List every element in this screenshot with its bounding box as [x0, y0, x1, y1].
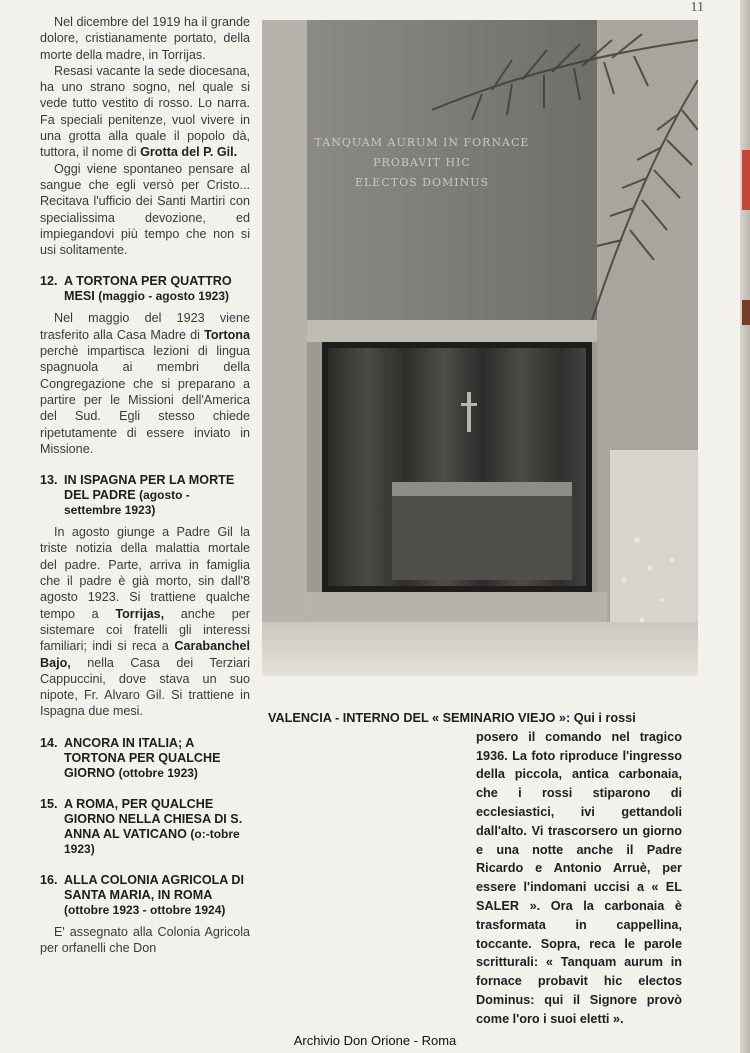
photo-caption	[268, 709, 682, 1029]
paragraph: Resasi vacante la sede diocesana, ha uno strano sogno, nel quale si vede tutto vestito di rosso. Lo narra. Fa speciali penitenze, vuol vivere in una grotta alla quale il popolo dà, tuttora, il nome di Grotta del P. Gil.	[40, 63, 250, 160]
page-number: 11	[690, 0, 704, 15]
seminary-photo	[262, 20, 698, 676]
paragraph: Nel maggio del 1923 viene trasferito alla Casa Madre di Tortona perchè impartisca lezioni di lingua spagnuola ai membri della Congregazione che si preparano a partire per le Missioni dell'America del Sud. Egli stesso chiede ripetutamente di essere inviato in Missione.	[40, 311, 250, 456]
inscription-line: PROBAVIT HIC	[373, 156, 471, 169]
inscription-line: TANQUAM AURUM IN FORNACE	[314, 136, 530, 149]
caption-body: posero il comando nel tragico 1936. La foto riproduce l'ingresso della piccola, antica carbonaia, che i rossi stiparono di ecclesiastici, ivi gettandoli dall'alto. Vi trascorsero un giorno e una notte anche il Padre Ricardo e Antonio Arruè, per essere l'indomani uccisi a « EL SALER ». Ora la carbonaia è trasformata in cappellina, toccante. Sopra, reca le parole scritturali: « Tanquam aurum in fornace probavit hic electos Dominus: qui il Signore provò come l'oro i suoi eletti ».	[476, 729, 682, 1026]
paragraph: Oggi viene spontaneo pensare al sangue che egli versò per Cristo... Recitava l'ufficio dei Santi Martiri con specialissima devozione, ed impiegandovi più tempo che non si usi solitamente.	[40, 161, 250, 258]
grotta-name: Grotta del P. Gil.	[140, 145, 238, 160]
paragraph: E' assegnato alla Colonia Agricola per orfanelli che Don	[40, 924, 250, 955]
paragraph: Nel dicembre del 1919 ha il grande dolore, cristianamente portato, della morte della madre, in Torrijas.	[40, 15, 250, 62]
section-heading-15: 15. A ROMA, PER QUALCHE GIORNO NELLA CHIESA DI S. ANNA AL VATICANO (o:-tobre 1923)	[40, 796, 243, 856]
inscription-line: ELECTOS DOMINUS	[354, 176, 490, 189]
page-tab-marker	[742, 150, 750, 210]
left-text-column	[40, 14, 250, 956]
caption-lead: VALENCIA - INTERNO DEL « SEMINARIO VIEJO »: Qui i rossi	[268, 711, 636, 725]
section-heading-12: 12. A TORTONA PER QUATTRO MESI (maggio - agosto 1923)	[40, 274, 232, 304]
section-heading-14: 14. ANCORA IN ITALIA; A TORTONA PER QUALCHE GIORNO (ottobre 1923)	[40, 735, 221, 780]
page-edge	[740, 0, 750, 1053]
archive-footer: Archivio Don Orione - Roma	[293, 1033, 457, 1048]
section-heading-13: 13. IN ISPAGNA PER LA MORTE DEL PADRE (agosto - settembre 1923)	[40, 473, 235, 518]
section-heading-16: 16. ALLA COLONIA AGRICOLA DI SANTA MARIA, IN ROMA (ottobre 1923 - ottobre 1924)	[40, 872, 245, 917]
paragraph: In agosto giunge a Padre Gil la triste notizia della malattia mortale del padre. Parte, arriva in famiglia che il padre è già morto, sin dall'8 agosto 1923. Si trattiene qualche tempo a Torrijas, anche per sistemare coi fratelli gli interessi familiari; indi si reca a Carabanchel Bajo, nella Casa dei Terziari Cappuccini, dove stava un suo nipote, Fr. Alvaro Gil. Si trattiene in Ispagna due mesi.	[40, 525, 250, 719]
page-tab-marker	[742, 300, 750, 325]
